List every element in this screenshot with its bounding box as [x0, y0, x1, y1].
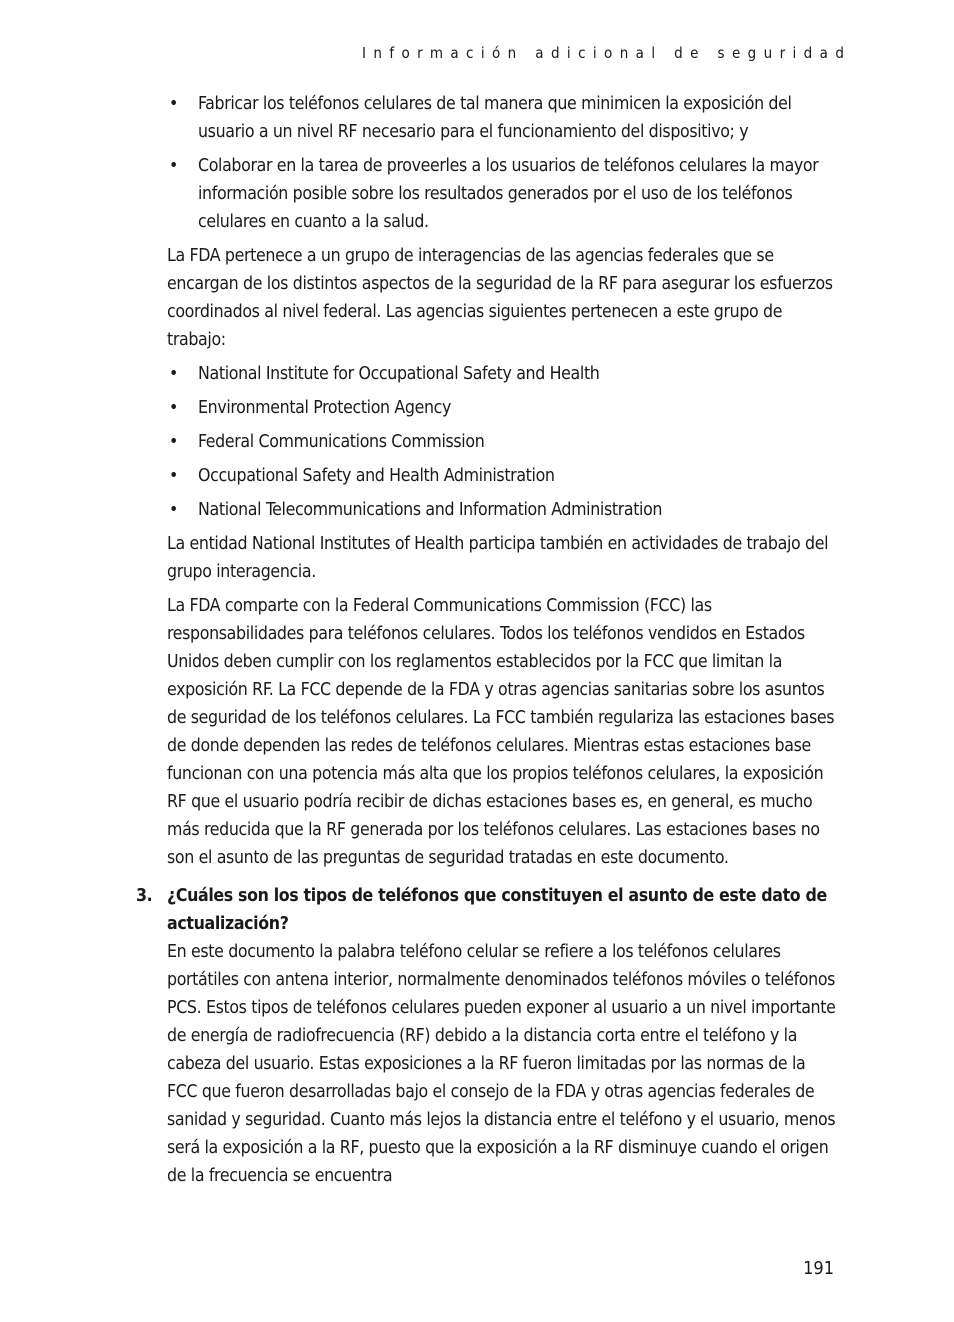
bullet-icon: •	[169, 156, 178, 176]
list-item-text: Federal Communications Commission	[198, 432, 485, 452]
list-item	[136, 496, 836, 524]
question-answer: En este documento la palabra teléfono celular se refiere a los teléfonos celulares portátiles con antena interior, normalmente denominados teléfonos móviles o teléfonos PCS. Estos tipos de teléfonos celulares pueden exponer al usuario a un nivel importante de energía de radiofrecuencia (RF) debido a la distancia corta entre el teléfono y la cabeza del usuario. Estas exposiciones a la RF fueron limitadas por las normas de la FCC que fueron desarrolladas bajo el consejo de la FDA y otras agencias federales de sanidad y seguridad. Cuanto más lejos la distancia entre el teléfono y el usuario, menos será la exposición a la RF, puesto que la exposición a la RF disminuye cuando el origen de la frecuencia se encuentra	[167, 942, 836, 1186]
list-item	[136, 394, 836, 422]
bullet-icon: •	[169, 500, 178, 520]
list-item-text: Environmental Protection Agency	[198, 398, 452, 418]
paragraph-fcc: La FDA comparte con la Federal Communications Commission (FCC) las responsabilidades para teléfonos celulares. Todos los teléfonos vendidos en Estados Unidos deben cumplir con los reglamentos establecidos por la FCC que limitan la exposición RF. La FCC depende de la FDA y otras agencias sanitarias sobre los asuntos de seguridad de los teléfonos celulares. La FCC también regulariza las estaciones bases de donde dependen las redes de teléfonos celulares. Mientras estas estaciones base funcionan con una potencia más alta que los propios teléfonos celulares, la exposición RF que el usuario podría recibir de dichas estaciones bases es, en general, es mucho más reducida que la RF generada por los teléfonos celulares. Las estaciones bases no son el asunto de las preguntas de seguridad tratadas en este documento.	[167, 596, 835, 868]
bullet-icon: •	[169, 466, 178, 486]
question-number: 3.	[136, 886, 153, 906]
list-item-text: Fabricar los teléfonos celulares de tal manera que minimicen la exposición del usuario a un nivel RF necesario para el funcionamiento del dispositivo; y	[198, 94, 792, 142]
page-number: 191	[803, 1258, 834, 1279]
page-body	[136, 90, 836, 1190]
bullet-icon: •	[169, 94, 178, 114]
list-item	[136, 90, 836, 146]
running-header: Información adicional de seguridad	[362, 44, 852, 62]
paragraph-interagency-group: La FDA pertenece a un grupo de interagencias de las agencias federales que se encargan de los distintos aspectos de la seguridad de la RF para asegurar los esfuerzos coordinados al nivel federal. Las agencias siguientes pertenecen a este grupo de trabajo:	[167, 246, 833, 350]
list-item-text: National Telecommunications and Information Administration	[198, 500, 663, 520]
list-item-text: National Institute for Occupational Safety and Health	[198, 364, 600, 384]
bullet-icon: •	[169, 432, 178, 452]
bullet-icon: •	[169, 364, 178, 384]
list-item	[136, 360, 836, 388]
list-item	[136, 152, 836, 236]
question-heading	[136, 882, 836, 938]
paragraph-nih: La entidad National Institutes of Health participa también en actividades de trabajo del grupo interagencia.	[167, 534, 829, 582]
bullet-icon: •	[169, 398, 178, 418]
question-title: ¿Cuáles son los tipos de teléfonos que constituyen el asunto de este dato de actualización?	[167, 886, 827, 934]
list-item-text: Colaborar en la tarea de proveerles a los usuarios de teléfonos celulares la mayor información posible sobre los resultados generados por el uso de los teléfonos celulares en cuanto a la salud.	[198, 156, 819, 232]
list-item	[136, 462, 836, 490]
list-item-text: Occupational Safety and Health Administration	[198, 466, 555, 486]
list-item	[136, 428, 836, 456]
